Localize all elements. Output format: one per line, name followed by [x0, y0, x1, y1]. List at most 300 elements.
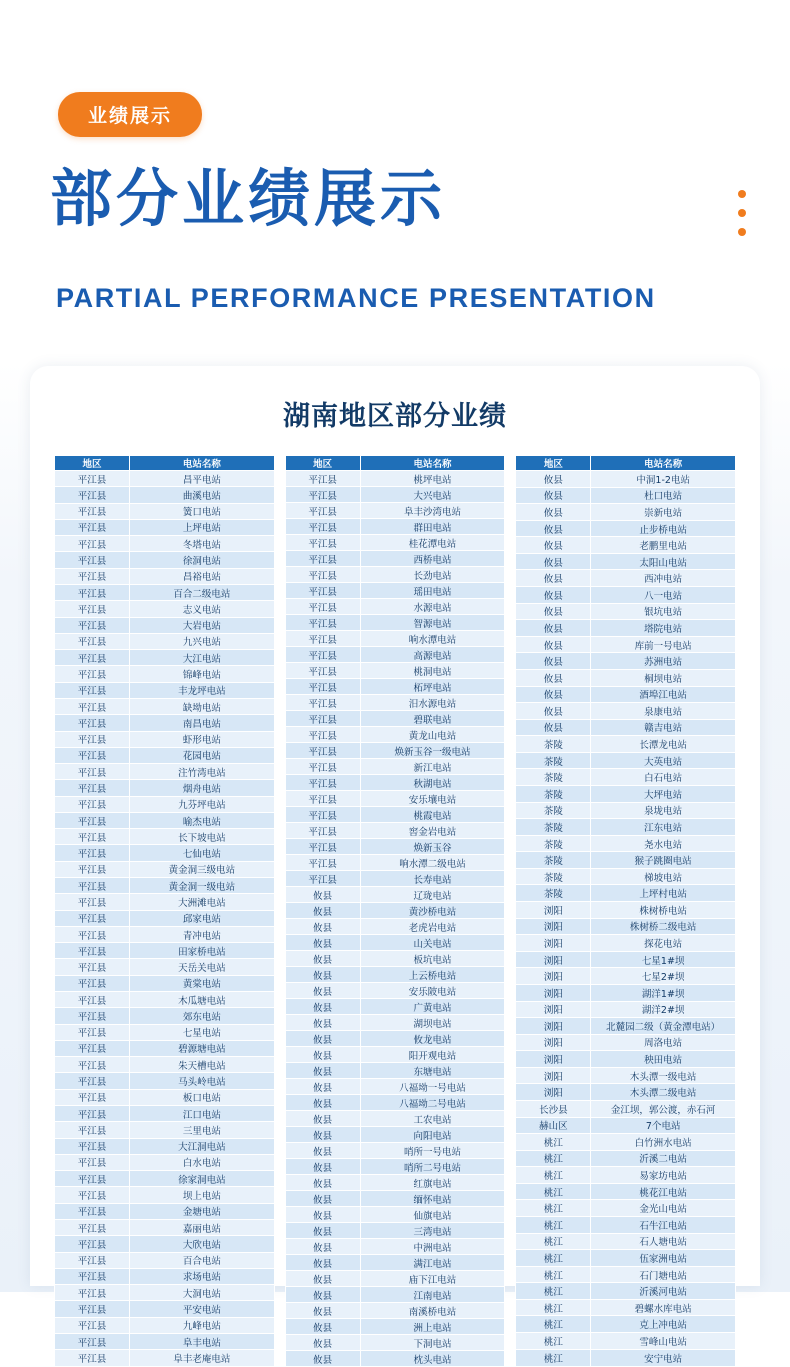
cell-station-name: 易家坊电站 [591, 1167, 736, 1184]
cell-station-name: 东塘电站 [360, 1063, 505, 1079]
table-row [55, 698, 275, 714]
table-row [516, 570, 736, 587]
cell-station-name: 酒埠江电站 [591, 686, 736, 703]
table-row [285, 695, 505, 711]
table-row [516, 1150, 736, 1167]
cell-station-name: 九芬坪电站 [130, 796, 275, 812]
cell-region: 平江县 [55, 910, 130, 926]
table-row [285, 951, 505, 967]
cell-station-name: 安乐壤电站 [360, 791, 505, 807]
cell-station-name: 庙下江电站 [360, 1271, 505, 1287]
table-row [285, 663, 505, 679]
cell-region: 平江县 [55, 503, 130, 519]
cell-region: 桃江 [516, 1349, 591, 1366]
cell-station-name: 郊东电站 [130, 1008, 275, 1024]
table-row [55, 487, 275, 503]
cell-station-name: 柘坪电站 [360, 679, 505, 695]
table-row [55, 536, 275, 552]
page-title: 部分业绩展示 [50, 162, 447, 235]
table-row [55, 1024, 275, 1040]
table-row [285, 1095, 505, 1111]
table-row [285, 1271, 505, 1287]
cell-region: 攸县 [285, 967, 360, 983]
table-row [285, 839, 505, 855]
cell-station-name: 八福坳一号电站 [360, 1079, 505, 1095]
cell-region: 平江县 [55, 487, 130, 503]
cell-station-name: 大欣电站 [130, 1236, 275, 1252]
cell-station-name: 志义电站 [130, 601, 275, 617]
cell-region: 攸县 [516, 504, 591, 521]
cell-station-name: 喻杰电站 [130, 812, 275, 828]
cell-station-name: 上坪村电站 [591, 885, 736, 902]
table-row [285, 823, 505, 839]
cell-region: 平江县 [55, 1236, 130, 1252]
cell-station-name: 烟舟电站 [130, 780, 275, 796]
cell-station-name: 石门塘电站 [591, 1266, 736, 1283]
table-row [55, 1203, 275, 1219]
cell-station-name: 七仙电站 [130, 845, 275, 861]
cell-region: 攸县 [516, 487, 591, 504]
table-row [55, 878, 275, 894]
table-row [285, 583, 505, 599]
cell-station-name: 崇新电站 [591, 504, 736, 521]
cell-region: 攸县 [516, 719, 591, 736]
table-row [285, 487, 505, 503]
table-header-row [285, 456, 505, 471]
cell-station-name: 金塘电站 [130, 1203, 275, 1219]
cell-region: 平江县 [55, 1024, 130, 1040]
table-row [516, 1134, 736, 1151]
cell-region: 桃江 [516, 1183, 591, 1200]
table-row [55, 1040, 275, 1056]
table-row [516, 1333, 736, 1350]
cell-station-name: 北麓园二级（黄金潭电站） [591, 1018, 736, 1035]
cell-station-name: 泉康电站 [591, 703, 736, 720]
table-row [516, 1217, 736, 1234]
cell-region: 平江县 [55, 959, 130, 975]
tables-container [30, 433, 760, 1367]
table-row [55, 812, 275, 828]
cell-station-name: 焕新玉谷 [360, 839, 505, 855]
cell-region: 攸县 [285, 1143, 360, 1159]
cell-region: 攸县 [285, 935, 360, 951]
cell-region: 平江县 [285, 503, 360, 519]
table-row [516, 471, 736, 488]
cell-region: 平江县 [285, 679, 360, 695]
cell-station-name: 大洞电站 [130, 1285, 275, 1301]
cell-region: 攸县 [285, 1111, 360, 1127]
table-row [516, 802, 736, 819]
cell-station-name: 汨水源电站 [360, 695, 505, 711]
cell-station-name: 工农电站 [360, 1111, 505, 1127]
table-body-1 [55, 471, 275, 1367]
table-row [516, 603, 736, 620]
cell-region: 平江县 [55, 747, 130, 763]
cell-region: 茶陵 [516, 885, 591, 902]
table-row [285, 1159, 505, 1175]
cell-station-name: 徐家洞电站 [130, 1171, 275, 1187]
table-row [516, 719, 736, 736]
cell-station-name: 苏洲电站 [591, 653, 736, 670]
cell-station-name: 百合二级电站 [130, 584, 275, 600]
cell-station-name: 八福坳二号电站 [360, 1095, 505, 1111]
cell-region: 平江县 [55, 812, 130, 828]
cell-station-name: 冬塔电站 [130, 536, 275, 552]
dot-icon [738, 209, 746, 217]
table-row [285, 743, 505, 759]
table-row [285, 1335, 505, 1351]
table-row [55, 552, 275, 568]
cell-station-name: 阜丰电站 [130, 1333, 275, 1349]
cell-station-name: 银坑电站 [591, 603, 736, 620]
table-row [516, 1167, 736, 1184]
table-row [516, 636, 736, 653]
cell-region: 攸县 [285, 1303, 360, 1319]
cell-region: 平江县 [55, 796, 130, 812]
cell-station-name: 缅怀电站 [360, 1191, 505, 1207]
cell-station-name: 周洛电站 [591, 1034, 736, 1051]
cell-station-name: 满江电站 [360, 1255, 505, 1271]
cell-region: 平江县 [55, 617, 130, 633]
table-row [516, 653, 736, 670]
cell-region: 攸县 [285, 1271, 360, 1287]
cell-region: 平江县 [55, 1057, 130, 1073]
table-row [55, 715, 275, 731]
table-row [285, 855, 505, 871]
cell-station-name: 大岩电站 [130, 617, 275, 633]
cell-region: 桃江 [516, 1134, 591, 1151]
cell-station-name: 枕头电站 [360, 1351, 505, 1367]
cell-region: 赫山区 [516, 1117, 591, 1134]
cell-region: 桃江 [516, 1200, 591, 1217]
cell-station-name: 西冲电站 [591, 570, 736, 587]
page-subtitle-en: PARTIAL PERFORMANCE PRESENTATION [56, 283, 656, 313]
cell-region: 平江县 [285, 839, 360, 855]
cell-region: 桃江 [516, 1217, 591, 1234]
table-row [285, 1207, 505, 1223]
cell-region: 平江县 [55, 1187, 130, 1203]
cell-station-name: 西桥电站 [360, 551, 505, 567]
cell-region: 攸县 [516, 636, 591, 653]
table-row [285, 791, 505, 807]
table-row [516, 736, 736, 753]
cell-region: 平江县 [285, 711, 360, 727]
cell-station-name: 木瓜塘电站 [130, 992, 275, 1008]
table-row [285, 1223, 505, 1239]
cell-station-name: 哨所一号电站 [360, 1143, 505, 1159]
table-row [516, 785, 736, 802]
table-row [516, 1084, 736, 1101]
dot-icon [738, 228, 746, 236]
cell-station-name: 桃洞电站 [360, 663, 505, 679]
cell-station-name: 梯坡电站 [591, 868, 736, 885]
cell-region: 平江县 [285, 791, 360, 807]
table-row [285, 471, 505, 487]
cell-region: 平江县 [55, 1268, 130, 1284]
cell-region: 平江县 [55, 715, 130, 731]
cell-station-name: 江东电站 [591, 819, 736, 836]
cell-station-name: 止步桥电站 [591, 520, 736, 537]
cell-station-name: 青冲电站 [130, 926, 275, 942]
cell-station-name: 大江电站 [130, 650, 275, 666]
cell-station-name: 金江坝，郭公渡，赤石河 [591, 1100, 736, 1117]
cell-station-name: 湖坝电站 [360, 1015, 505, 1031]
cell-station-name: 七星2#坝 [591, 968, 736, 985]
cell-station-name: 坝上电站 [130, 1187, 275, 1203]
cell-region: 平江县 [55, 1171, 130, 1187]
table-row [516, 868, 736, 885]
cell-region: 平江县 [285, 871, 360, 887]
cell-station-name: 老鹏里电站 [591, 537, 736, 554]
table-row [285, 1303, 505, 1319]
table-row [55, 764, 275, 780]
cell-region: 茶陵 [516, 852, 591, 869]
table-row [285, 887, 505, 903]
cell-station-name: 八一电站 [591, 587, 736, 604]
table-row [55, 780, 275, 796]
cell-station-name: 泉垅电站 [591, 802, 736, 819]
cell-region: 平江县 [55, 1040, 130, 1056]
table-row [55, 1187, 275, 1203]
cell-region: 平江县 [55, 666, 130, 682]
cell-region: 茶陵 [516, 868, 591, 885]
cell-station-name: 大洲滩电站 [130, 894, 275, 910]
cell-region: 浏阳 [516, 1001, 591, 1018]
cell-region: 攸县 [285, 1159, 360, 1175]
table-row [285, 871, 505, 887]
cell-region: 平江县 [55, 650, 130, 666]
cell-region: 攸县 [285, 1175, 360, 1191]
cell-region: 浏阳 [516, 984, 591, 1001]
cell-region: 平江县 [285, 615, 360, 631]
cell-station-name: 阜丰老庵电站 [130, 1350, 275, 1367]
cell-station-name: 求场电站 [130, 1268, 275, 1284]
cell-station-name: 响水潭二级电站 [360, 855, 505, 871]
cell-region: 攸县 [516, 703, 591, 720]
table-row [55, 894, 275, 910]
table-row [55, 1219, 275, 1235]
table-row [516, 504, 736, 521]
cell-station-name: 三里电站 [130, 1122, 275, 1138]
cell-region: 茶陵 [516, 769, 591, 786]
cell-region: 平江县 [55, 568, 130, 584]
table-row [516, 620, 736, 637]
table-row [285, 535, 505, 551]
cell-region: 茶陵 [516, 785, 591, 802]
cell-region: 平江县 [55, 1301, 130, 1317]
table-row [516, 1316, 736, 1333]
cell-region: 平江县 [55, 1105, 130, 1121]
table-row [516, 819, 736, 836]
cell-station-name: 长劲电站 [360, 567, 505, 583]
cell-station-name: 江口电站 [130, 1105, 275, 1121]
table-row [285, 1111, 505, 1127]
cell-region: 桃江 [516, 1167, 591, 1184]
table-row [55, 601, 275, 617]
table-row [55, 1057, 275, 1073]
cell-station-name: 石人塘电站 [591, 1233, 736, 1250]
cell-region: 平江县 [55, 519, 130, 535]
cell-station-name: 克上冲电站 [591, 1316, 736, 1333]
table-row [55, 1317, 275, 1333]
table-row [285, 1127, 505, 1143]
cell-region: 桃江 [516, 1266, 591, 1283]
cell-region: 平江县 [55, 1252, 130, 1268]
table-row [55, 1154, 275, 1170]
cell-region: 长沙县 [516, 1100, 591, 1117]
cell-station-name: 长下坡电站 [130, 829, 275, 845]
cell-region: 平江县 [285, 727, 360, 743]
cell-station-name: 百合电站 [130, 1252, 275, 1268]
cell-station-name: 湖洋2#坝 [591, 1001, 736, 1018]
performance-table-3 [515, 455, 736, 1367]
table-row [55, 617, 275, 633]
cell-station-name: 大坪电站 [591, 785, 736, 802]
table-body-2 [285, 471, 505, 1367]
cell-station-name: 大英电站 [591, 752, 736, 769]
cell-region: 平江县 [285, 487, 360, 503]
cell-region: 平江县 [285, 551, 360, 567]
table-row [516, 835, 736, 852]
cell-region: 平江县 [55, 861, 130, 877]
cell-region: 桃江 [516, 1233, 591, 1250]
table-row [516, 1183, 736, 1200]
table-row [55, 975, 275, 991]
section-badge: 业绩展示 [58, 92, 202, 137]
cell-station-name: 桃坪电站 [360, 471, 505, 487]
cell-region: 浏阳 [516, 918, 591, 935]
table-row [516, 1349, 736, 1366]
cell-station-name: 白竹洲水电站 [591, 1134, 736, 1151]
table-row [516, 1117, 736, 1134]
cell-region: 平江县 [285, 663, 360, 679]
cell-station-name: 锦峰电站 [130, 666, 275, 682]
dot-icon [738, 190, 746, 198]
cell-region: 攸县 [516, 471, 591, 488]
cell-region: 浏阳 [516, 1018, 591, 1035]
table-row [285, 935, 505, 951]
cell-station-name: 大兴电站 [360, 487, 505, 503]
cell-region: 平江县 [55, 1122, 130, 1138]
table-row [516, 1233, 736, 1250]
table-row [55, 1350, 275, 1367]
cell-region: 平江县 [55, 731, 130, 747]
table-row [285, 727, 505, 743]
cell-region: 平江县 [285, 567, 360, 583]
cell-region: 平江县 [55, 1333, 130, 1349]
cell-region: 平江县 [55, 1138, 130, 1154]
column-header-region: 地区 [285, 456, 360, 471]
cell-region: 平江县 [55, 780, 130, 796]
cell-station-name: 缺坳电站 [130, 698, 275, 714]
table-row [55, 829, 275, 845]
table-row [285, 1287, 505, 1303]
cell-region: 攸县 [516, 686, 591, 703]
cell-station-name: 上云桥电站 [360, 967, 505, 983]
cell-station-name: 上坪电站 [130, 519, 275, 535]
table-row [516, 1299, 736, 1316]
table-row [516, 537, 736, 554]
cell-region: 平江县 [285, 775, 360, 791]
table-row [285, 1255, 505, 1271]
table-row [285, 711, 505, 727]
cell-region: 茶陵 [516, 802, 591, 819]
cell-station-name: 桃花江电站 [591, 1183, 736, 1200]
cell-region: 桃江 [516, 1333, 591, 1350]
decorative-dots [738, 190, 746, 236]
table-row [55, 747, 275, 763]
cell-station-name: 猴子跳圈电站 [591, 852, 736, 869]
table-row [516, 935, 736, 952]
table-row [516, 1067, 736, 1084]
cell-station-name: 木头潭一级电站 [591, 1067, 736, 1084]
table-row [516, 1100, 736, 1117]
cell-station-name: 徐洞电站 [130, 552, 275, 568]
cell-region: 平江县 [55, 471, 130, 487]
cell-station-name: 白水电站 [130, 1154, 275, 1170]
cell-station-name: 昌裕电站 [130, 568, 275, 584]
cell-station-name: 九峰电站 [130, 1317, 275, 1333]
cell-region: 平江县 [55, 878, 130, 894]
table-row [55, 1073, 275, 1089]
cell-station-name: 下洞电站 [360, 1335, 505, 1351]
cell-station-name: 库前一号电站 [591, 636, 736, 653]
cell-region: 攸县 [285, 903, 360, 919]
cell-station-name: 中洲电站 [360, 1239, 505, 1255]
table-row [55, 959, 275, 975]
cell-station-name: 瑶田电站 [360, 583, 505, 599]
cell-station-name: 高源电站 [360, 647, 505, 663]
cell-station-name: 塔院电站 [591, 620, 736, 637]
cell-region: 平江县 [55, 682, 130, 698]
cell-region: 平江县 [285, 583, 360, 599]
cell-region: 浏阳 [516, 968, 591, 985]
cell-station-name: 花园电站 [130, 747, 275, 763]
cell-station-name: 阜丰沙湾电站 [360, 503, 505, 519]
cell-region: 平江县 [55, 1350, 130, 1367]
cell-station-name: 黄棠电站 [130, 975, 275, 991]
cell-region: 平江县 [285, 855, 360, 871]
table-row [55, 1171, 275, 1187]
cell-region: 平江县 [285, 743, 360, 759]
cell-station-name: 平安电站 [130, 1301, 275, 1317]
table-row [55, 992, 275, 1008]
column-header-region: 地区 [55, 456, 130, 471]
cell-station-name: 秧田电站 [591, 1051, 736, 1068]
cell-station-name: 朱天槽电站 [130, 1057, 275, 1073]
cell-station-name: 虾形电站 [130, 731, 275, 747]
cell-station-name: 桂花潭电站 [360, 535, 505, 551]
table-row [285, 519, 505, 535]
cell-region: 平江县 [55, 1203, 130, 1219]
cell-station-name: 安乐陂电站 [360, 983, 505, 999]
cell-region: 平江县 [55, 1285, 130, 1301]
table-header-row [55, 456, 275, 471]
cell-region: 攸县 [285, 1255, 360, 1271]
table-row [285, 807, 505, 823]
table-row [516, 520, 736, 537]
table-row [55, 1285, 275, 1301]
cell-region: 攸县 [285, 1015, 360, 1031]
cell-station-name: 辽珑电站 [360, 887, 505, 903]
table-row [55, 471, 275, 487]
table-row [516, 885, 736, 902]
cell-region: 平江县 [55, 1008, 130, 1024]
cell-station-name: 簧口电站 [130, 503, 275, 519]
cell-region: 平江县 [285, 631, 360, 647]
table-body-3 [516, 471, 736, 1367]
table-row [285, 1143, 505, 1159]
